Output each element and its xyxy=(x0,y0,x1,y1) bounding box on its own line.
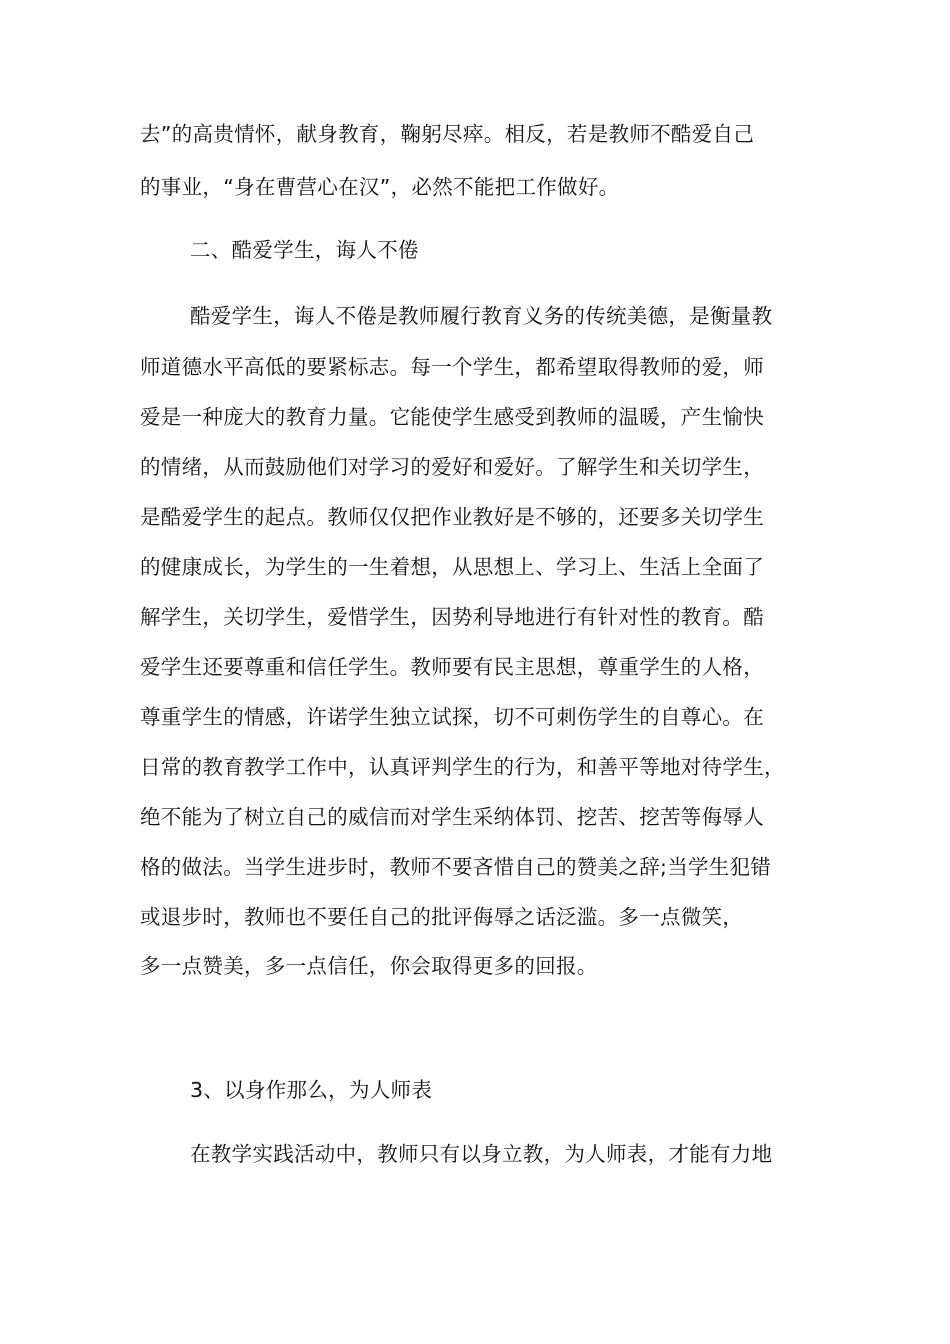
paragraph-3-line-1: 在教学实践活动中，教师只有以身立教，为人师表，才能有力地 xyxy=(190,1142,773,1166)
paragraph-2-line-4: 的情绪，从而鼓励他们对学习的爱好和爱好。了解学生和关切学生， xyxy=(140,455,764,479)
paragraph-2-line-10: 日常的教育教学工作中，认真评判学生的行为，和善平等地对待学生， xyxy=(140,755,785,779)
section-heading-3: 3、以身作那么，为人师表 xyxy=(190,1078,433,1102)
paragraph-2-line-3: 爱是一种庞大的教育力量。它能使学生感受到教师的温暖，产生愉快 xyxy=(140,405,764,429)
paragraph-2-line-14: 多一点赞美，多一点信任，你会取得更多的回报。 xyxy=(140,954,598,978)
paragraph-2-line-5: 是酷爱学生的起点。教师仅仅把作业教好是不够的，还要多关切学生 xyxy=(140,505,764,529)
paragraph-1-line-2: 的事业，“身在曹营心在汉”，必然不能把工作做好。 xyxy=(140,175,620,199)
paragraph-2-line-8: 爱学生还要尊重和信任学生。教师要有民主思想，尊重学生的人格， xyxy=(140,655,764,679)
paragraph-2-line-1: 酷爱学生，诲人不倦是教师履行教育义务的传统美德，是衡量教 xyxy=(190,304,773,328)
section-heading-2: 二、酷爱学生，诲人不倦 xyxy=(190,238,419,262)
paragraph-2-line-9: 尊重学生的情感，许诺学生独立试探，切不可刺伤学生的自尊心。在 xyxy=(140,705,764,729)
paragraph-2-line-12: 格的做法。当学生进步时，教师不要吝惜自己的赞美之辞;当学生犯错 xyxy=(140,855,772,879)
paragraph-2-line-7: 解学生，关切学生，爱惜学生，因势利导地进行有针对性的教育。酷 xyxy=(140,605,764,629)
paragraph-2-line-13: 或退步时，教师也不要任自己的批评侮辱之话泛滥。多一点微笑， xyxy=(140,905,744,929)
paragraph-1-line-1: 去”的高贵情怀，献身教育，鞠躬尽瘁。相反，若是教师不酷爱自己 xyxy=(140,122,755,146)
paragraph-2-line-2: 师道德水平高低的要紧标志。每一个学生，都希望取得教师的爱，师 xyxy=(140,355,764,379)
paragraph-2-line-6: 的健康成长，为学生的一生着想，从思想上、学习上、生活上全面了 xyxy=(140,555,764,579)
paragraph-2-line-11: 绝不能为了树立自己的威信而对学生采纳体罚、挖苦、挖苦等侮辱人 xyxy=(140,805,764,829)
